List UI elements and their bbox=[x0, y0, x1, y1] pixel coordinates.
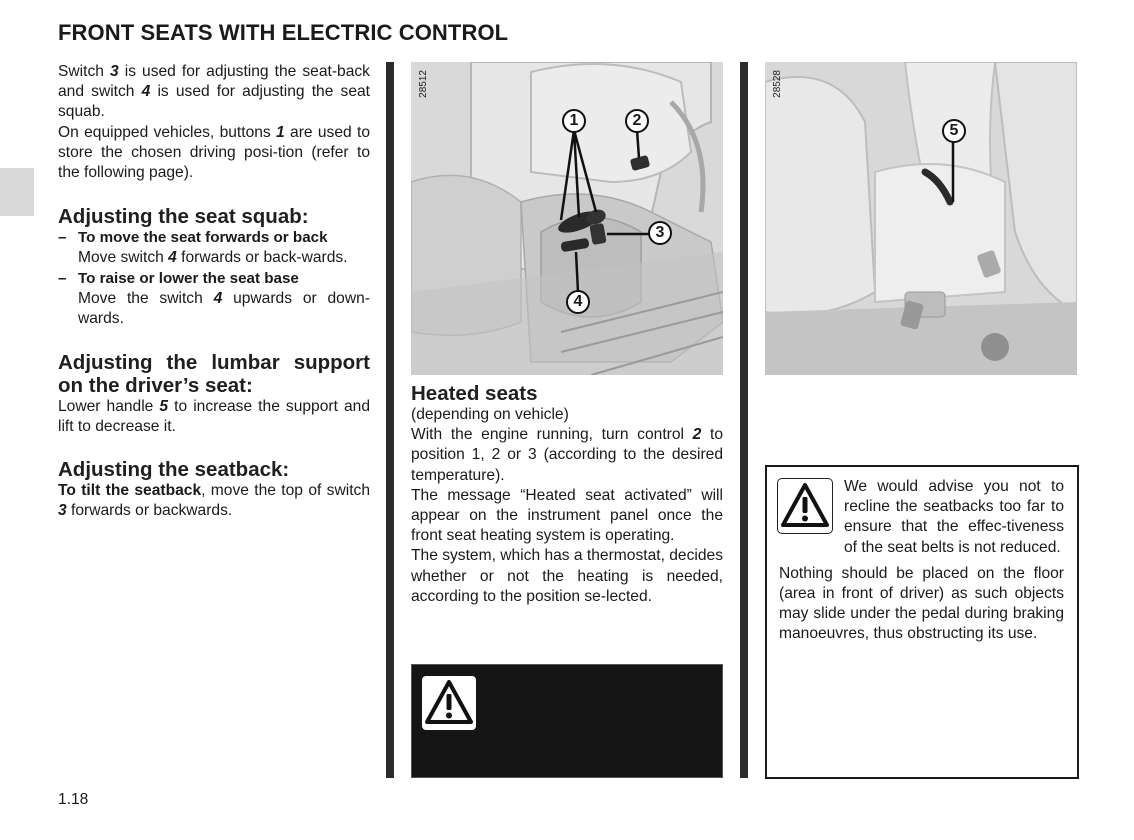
seatback-body: To tilt the seatback, move the top of switch 3 forwards or backwards. bbox=[58, 481, 370, 519]
warning-text bbox=[779, 477, 1064, 645]
heated-seats-heading: Heated seats bbox=[411, 382, 538, 405]
squab-item-2-body: Move the switch 4 upwards or down-wards. bbox=[78, 289, 370, 328]
page-title: FRONT SEATS WITH ELECTRIC CONTROL bbox=[58, 20, 509, 45]
lumbar-body: Lower handle 5 to increase the support and lift to decrease it. bbox=[58, 398, 370, 436]
heated-seats-p3: The system, which has a thermostat, decides whether or not the heating is needed, according to the position se-lected. bbox=[411, 547, 724, 605]
callout-4: 4 bbox=[566, 290, 590, 314]
heated-seats-section bbox=[411, 382, 723, 607]
lumbar-heading: Adjusting the lumbar support on the driver’s seat: bbox=[58, 351, 370, 398]
heated-seats-p1: With the engine running, turn control 2 to position 1, 2 or 3 (according to the desired temperature). bbox=[411, 426, 724, 484]
callout-3: 3 bbox=[648, 221, 672, 245]
seatback-heading: Adjusting the seatback: bbox=[58, 457, 290, 481]
squab-item-1-head: – To move the seat forwards or back bbox=[58, 229, 328, 247]
left-column bbox=[58, 62, 370, 521]
seat-controls-illustration bbox=[411, 62, 723, 375]
column-divider bbox=[386, 62, 394, 778]
heated-seats-p2: The message “Heated seat activated” will appear on the instrument panel once the front seat heating system is operating. bbox=[411, 486, 723, 545]
warning-p2: Nothing should be placed on the floor (area in front of driver) as such objects may slide under the pedal during braking manoeuvres, thus obstructing its use. bbox=[779, 564, 1064, 643]
warning-triangle-icon bbox=[422, 676, 476, 730]
squab-item-2-head: – To raise or lower the seat base bbox=[58, 269, 299, 287]
intro-paragraph: Switch 3 is used for adjusting the seat-back and switch 4 is used for adjusting the seat squab. bbox=[58, 63, 370, 121]
callout-2: 2 bbox=[625, 109, 649, 133]
callout-1: 1 bbox=[562, 109, 586, 133]
intro-paragraph-2: On equipped vehicles, buttons 1 are used to store the chosen driving posi-tion (refer to the following page). bbox=[58, 123, 370, 182]
callout-5: 5 bbox=[942, 119, 966, 143]
page-number: 1.18 bbox=[58, 791, 89, 808]
figure-code: 28528 bbox=[772, 70, 783, 98]
figure-code: 28512 bbox=[418, 70, 429, 98]
lumbar-handle-illustration bbox=[765, 62, 1077, 375]
warning-p1: We would advise you not to recline the seatbacks too far to ensure that the effec-tiveness of the seat belts is not reduced. bbox=[844, 478, 1064, 556]
section-tab bbox=[0, 168, 34, 216]
column-divider bbox=[740, 62, 748, 778]
squab-item-1-body: Move switch 4 forwards or back-wards. bbox=[78, 249, 348, 267]
heated-seats-sub: (depending on vehicle) bbox=[411, 406, 569, 423]
seat-squab-heading: Adjusting the seat squab: bbox=[58, 205, 309, 229]
